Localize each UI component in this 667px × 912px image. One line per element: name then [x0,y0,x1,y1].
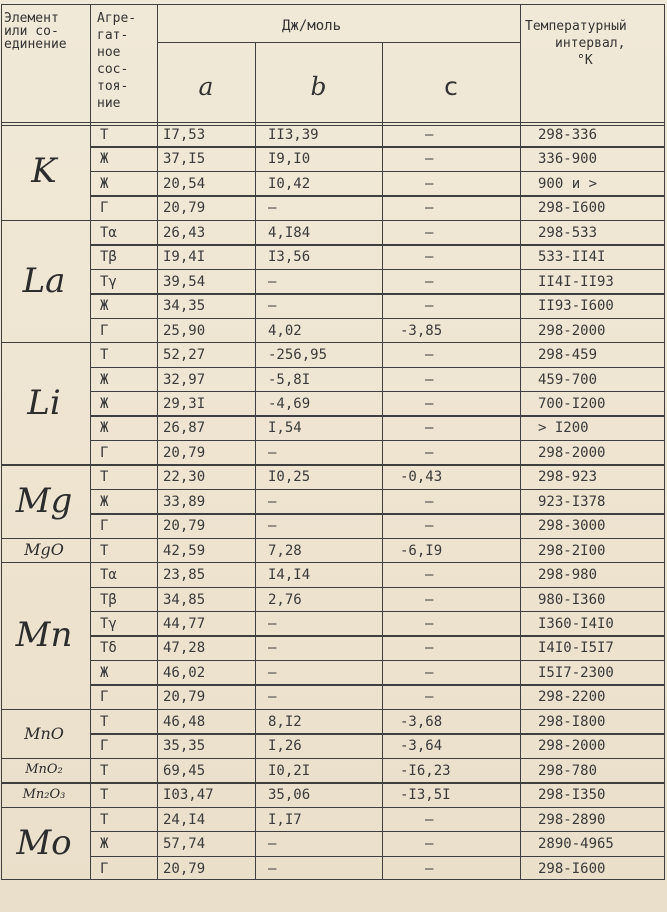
coef-b-cell: I3,56 [268,249,311,266]
element-label: Mo [16,823,72,864]
temp-interval-cell: I4I0-I5I7 [538,640,614,657]
coef-b-cell: I0,42 [268,175,311,192]
element-label: Mn [15,615,73,656]
coef-b-cell: -5,8I [268,371,311,388]
temp-interval-cell: II93-I600 [538,298,614,315]
temp-interval-cell: 298-2000 [538,322,606,339]
coef-b-cell: I,54 [268,420,302,437]
temp-interval-cell: 336-900 [538,151,598,168]
coef-c-cell: – [425,811,434,828]
coef-b-cell: 35,06 [268,787,311,804]
coef-c-cell: -6,I9 [400,542,443,559]
temp-interval-cell: II4I-II93 [538,273,614,290]
coef-c-cell: – [425,151,434,168]
row-line [90,318,664,319]
coef-c-cell: – [425,273,434,290]
row-line [90,367,664,368]
col-divider [520,4,521,880]
row-line [90,807,664,808]
coef-a-cell: 33,89 [163,493,206,510]
coef-b-cell: I4,I4 [268,567,311,584]
coef-a-cell: 52,27 [163,347,206,364]
coef-c-cell: -3,64 [400,738,443,755]
row-line [90,293,664,294]
temp-interval-cell: I5I7-2300 [538,664,614,681]
state-cell: Г [100,738,109,755]
row-line [90,782,664,783]
table-border-top [1,4,664,5]
temp-interval-cell: 298-2I00 [538,542,606,559]
coef-c-cell: – [425,420,434,437]
row-line [90,195,664,196]
element-label: Mg [15,480,73,521]
row-line [90,733,664,734]
temp-interval-cell: 298-3000 [538,518,606,535]
temp-interval-cell: 900 и > [538,175,598,192]
coef-b-cell: 8,I2 [268,713,302,730]
coef-b-cell: – [268,689,277,706]
state-cell: Ж [100,664,109,681]
temp-interval-cell: 298-I600 [538,860,606,877]
temp-interval-cell: > I200 [538,420,589,437]
coef-c-cell: – [425,175,434,192]
temp-interval-cell: 298-459 [538,347,598,364]
col-divider [255,42,256,880]
coef-a-cell: 32,97 [163,371,206,388]
group-line [1,562,90,563]
header-coef-a: a [198,72,214,101]
coef-b-cell: – [268,640,277,657]
coef-c-cell: -0,43 [400,469,443,486]
state-cell: Ж [100,836,109,853]
row-line [90,220,664,221]
coef-b-cell: – [268,200,277,217]
temp-interval-cell: 2890-4965 [538,836,614,853]
row-line [90,244,664,245]
coef-a-cell: 26,43 [163,224,206,241]
coef-c-cell: – [425,640,434,657]
row-line [90,660,664,661]
row-line [90,171,664,172]
coef-a-cell: 57,74 [163,836,206,853]
temp-interval-cell: 700-I200 [538,395,606,412]
temp-interval-cell: 298-2890 [538,811,606,828]
state-cell: Ж [100,298,109,315]
state-cell: Ж [100,151,109,168]
coef-c-cell: – [425,371,434,388]
temp-interval-cell: 298-2200 [538,689,606,706]
group-line [1,709,90,710]
coef-b-cell: – [268,298,277,315]
coef-a-cell: I03,47 [163,787,214,804]
coef-b-cell: – [268,273,277,290]
state-cell: Ж [100,175,109,192]
state-cell: Тγ [100,273,117,290]
state-cell: Тβ [100,591,117,608]
coef-a-cell: 46,02 [163,664,206,681]
state-cell: Тδ [100,640,117,657]
header-state-col: Агре- гат- ное сос- тоя- ние [97,11,137,111]
group-line [1,538,90,539]
coef-b-cell: – [268,664,277,681]
state-cell: Г [100,860,109,877]
temp-interval-cell: 298-2000 [538,444,606,461]
state-cell: Г [100,200,109,217]
coef-a-cell: 20,79 [163,689,206,706]
temp-interval-cell: 980-I360 [538,591,606,608]
temp-interval-cell: 298-533 [538,224,598,241]
state-cell: Тβ [100,249,117,266]
header-units: Дж/моль [282,18,342,34]
group-line [1,782,90,783]
group-line [1,342,90,343]
coef-b-cell: 4,I84 [268,224,311,241]
state-cell: Г [100,444,109,461]
row-line [90,758,664,759]
state-cell: Т [100,713,109,730]
row-line [90,391,664,392]
row-line [90,587,664,588]
coef-b-cell: – [268,518,277,535]
row-line [90,146,664,147]
coef-a-cell: 37,I5 [163,151,206,168]
coef-c-cell: – [425,518,434,535]
header-temp-col: Температурный интервал, °K [525,19,627,68]
coef-a-cell: I7,53 [163,127,206,143]
state-cell: Ж [100,420,109,437]
state-cell: Ж [100,395,109,412]
state-cell: Т [100,762,109,779]
temp-interval-cell: I360-I4I0 [538,616,614,632]
coef-b-cell: I0,25 [268,469,311,486]
element-label: La [22,260,66,301]
row-line [90,709,664,710]
coef-c-cell: – [425,395,434,412]
group-line [1,758,90,759]
state-cell: Г [100,322,109,339]
coef-a-cell: 26,87 [163,420,206,437]
coef-c-cell: – [425,200,434,217]
coef-a-cell: 35,35 [163,738,206,755]
coef-b-cell: -256,95 [268,347,328,364]
temp-interval-cell: 298-I350 [538,787,606,804]
state-cell: Тα [100,224,117,241]
coef-a-cell: 44,77 [163,616,206,632]
coef-c-cell: -3,68 [400,713,443,730]
coef-b-cell: – [268,616,277,632]
state-cell: Г [100,689,109,706]
row-line [90,611,664,612]
coef-a-cell: 42,59 [163,542,206,559]
coef-c-cell: – [425,689,434,706]
row-line [90,562,664,563]
row-line [90,831,664,832]
temp-interval-cell: 298-I600 [538,200,606,217]
coef-b-cell: – [268,493,277,510]
coef-b-cell: 2,76 [268,591,302,608]
state-cell: Т [100,347,109,364]
coef-c-cell: – [425,298,434,315]
coef-c-cell: -I6,23 [400,762,451,779]
header-element-col: Элемент или со- единение [4,11,67,52]
coef-c-cell: – [425,493,434,510]
temp-interval-cell: 298-980 [538,567,598,584]
element-label: K [31,150,57,191]
row-line [90,440,664,441]
coef-c-cell: – [425,249,434,266]
coef-b-cell: II3,39 [268,127,319,143]
state-cell: Ж [100,371,109,388]
temp-interval-cell: 298-2000 [538,738,606,755]
coef-b-cell: I,I7 [268,811,302,828]
col-divider [90,4,91,880]
row-line [90,464,664,465]
state-cell: Т [100,469,109,486]
element-label: Mn₂O₃ [22,786,66,802]
header-coef-b: b [310,72,327,101]
state-cell: Т [100,787,109,804]
temp-interval-cell: 459-700 [538,371,598,388]
temp-interval-cell: 298-923 [538,469,598,486]
table-border-left [1,4,2,880]
header-coef-c: c [444,72,458,101]
state-cell: Ж [100,493,109,510]
row-line [90,513,664,514]
col-divider [382,42,383,880]
coef-c-cell: – [425,444,434,461]
state-cell: Тγ [100,616,117,632]
coef-a-cell: 20,79 [163,444,206,461]
group-line [1,464,90,465]
coef-a-cell: 46,48 [163,713,206,730]
coef-a-cell: 34,85 [163,591,206,608]
row-line [90,635,664,636]
coef-a-cell: 39,54 [163,273,206,290]
state-cell: Т [100,127,109,143]
coef-b-cell: – [268,444,277,461]
coef-a-cell: 20,79 [163,860,206,877]
row-line [90,538,664,539]
coef-c-cell: – [425,127,434,143]
coef-c-cell: – [425,836,434,853]
header-divider [1,125,664,126]
row-line [90,856,664,857]
coef-a-cell: 22,30 [163,469,206,486]
coef-c-cell: – [425,567,434,584]
coef-b-cell: I,26 [268,738,302,755]
row-line [90,342,664,343]
state-cell: Т [100,811,109,828]
temp-interval-cell: 923-I378 [538,493,606,510]
coef-a-cell: 25,90 [163,322,206,339]
coef-b-cell: 7,28 [268,542,302,559]
coef-c-cell: -3,85 [400,322,443,339]
coef-c-cell: – [425,224,434,241]
units-underline [157,42,520,43]
table-border-bottom [1,879,664,880]
col-divider [157,4,158,880]
row-line [90,415,664,416]
temp-interval-cell: 298-I800 [538,713,606,730]
group-line [1,807,90,808]
coef-a-cell: 69,45 [163,762,206,779]
element-label: MgO [24,540,64,560]
coef-c-cell: – [425,664,434,681]
coef-c-cell: -I3,5I [400,787,451,804]
coef-a-cell: 34,35 [163,298,206,315]
coef-a-cell: 23,85 [163,567,206,584]
temp-interval-cell: 533-II4I [538,249,606,266]
coef-b-cell: -4,69 [268,395,311,412]
coef-c-cell: – [425,591,434,608]
element-label: MnO₂ [25,762,63,778]
coef-b-cell: I9,I0 [268,151,311,168]
coef-a-cell: 47,28 [163,640,206,657]
header-divider [1,122,664,123]
coef-b-cell: – [268,836,277,853]
coef-c-cell: – [425,347,434,364]
row-line [90,269,664,270]
coef-c-cell: – [425,616,434,632]
coef-a-cell: I9,4I [163,249,206,266]
temp-interval-cell: 298-336 [538,127,598,143]
coef-a-cell: 20,79 [163,518,206,535]
coef-a-cell: 29,3I [163,395,206,412]
element-label: MnO [24,723,64,743]
coef-c-cell: – [425,860,434,877]
state-cell: Г [100,518,109,535]
group-line [1,220,90,221]
table-border-right [664,4,665,880]
coef-b-cell: I0,2I [268,762,311,779]
state-cell: Тα [100,567,117,584]
row-line [90,489,664,490]
row-line [90,684,664,685]
coef-b-cell: – [268,860,277,877]
coef-a-cell: 20,54 [163,175,206,192]
state-cell: Т [100,542,109,559]
temp-interval-cell: 298-780 [538,762,598,779]
element-label: Li [27,383,61,424]
coef-a-cell: 20,79 [163,200,206,217]
coef-a-cell: 24,I4 [163,811,206,828]
coef-b-cell: 4,02 [268,322,302,339]
